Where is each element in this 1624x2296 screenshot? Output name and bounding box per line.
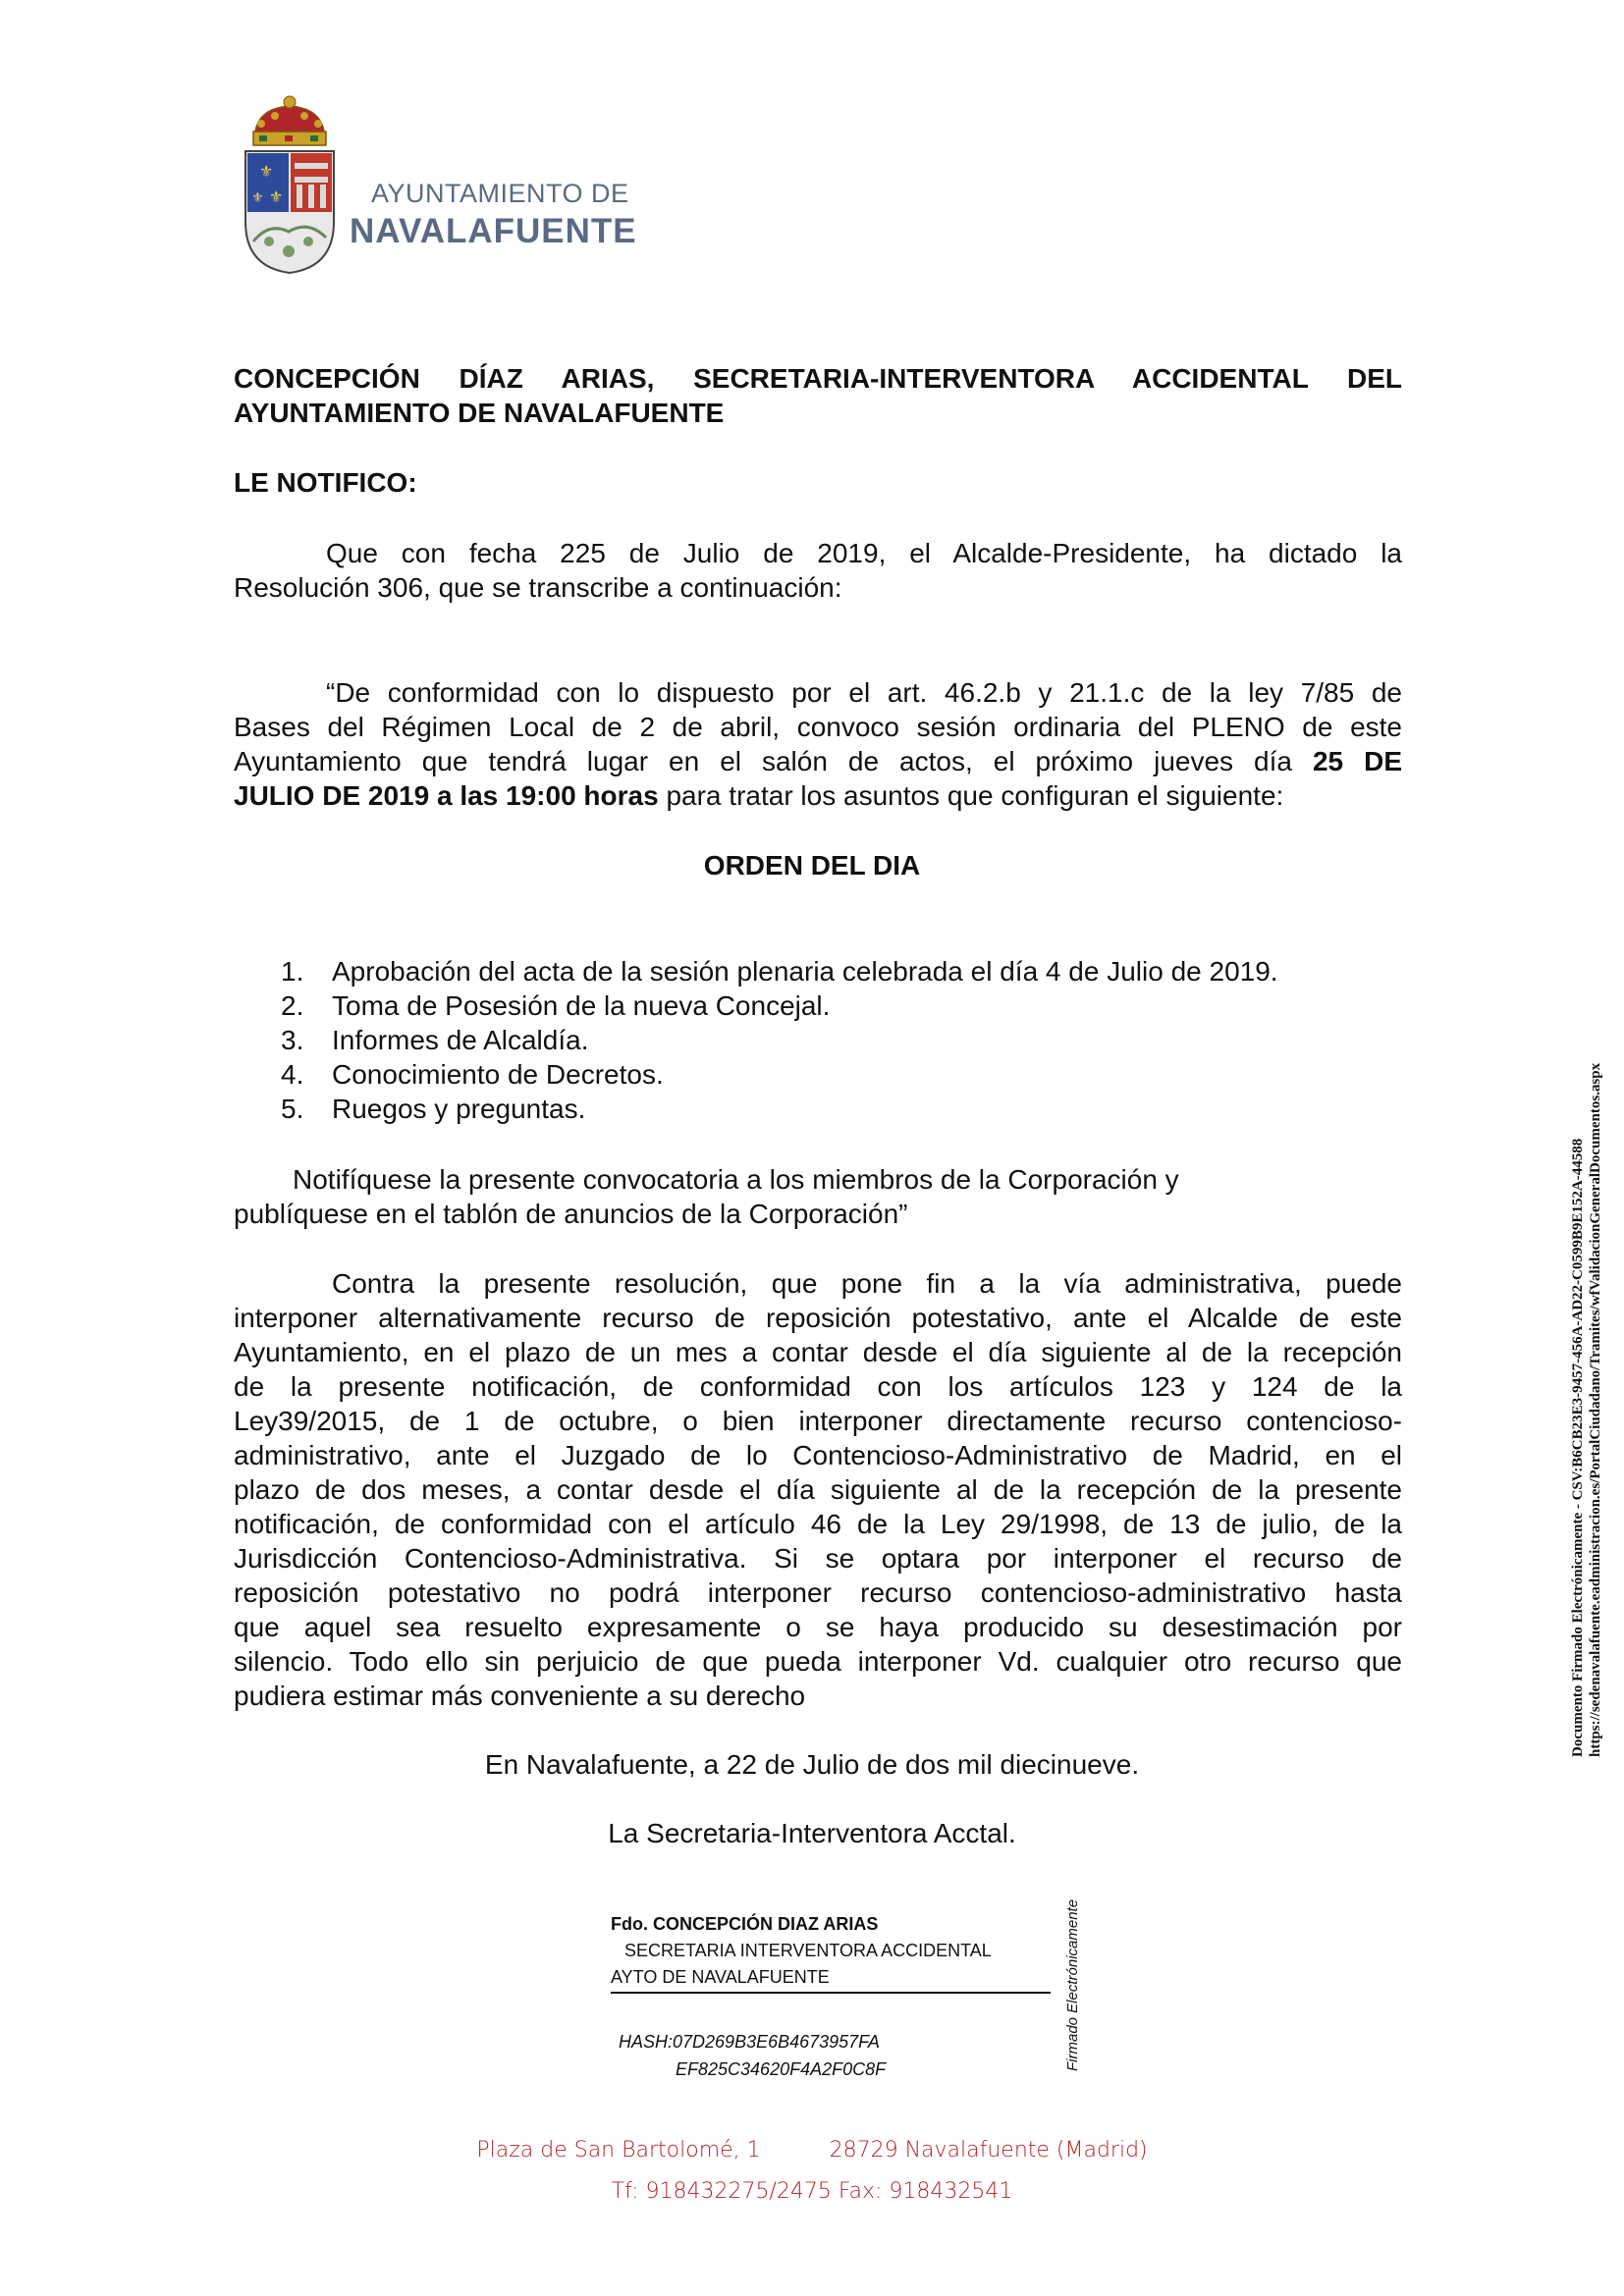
heading-line-1: CONCEPCIÓN DÍAZ ARIAS, SECRETARIA-INTERVENTORA ACCIDENTAL DEL bbox=[234, 363, 1402, 394]
resolution-date-bold: 25 DE bbox=[1312, 746, 1403, 776]
recurso-line: reposición potestativo no podrá interponer recurso contencioso-administrativo hasta bbox=[234, 1577, 1402, 1608]
agenda-item-number: 2. bbox=[281, 990, 304, 1021]
recurso-line: interponer alternativamente recurso de reposición potestativo, ante el Alcalde de este bbox=[234, 1303, 1402, 1333]
resolution-line-4 bbox=[234, 778, 1402, 813]
agenda-list bbox=[281, 954, 1278, 1126]
agenda-item-number: 3. bbox=[281, 1025, 304, 1055]
notifiquese-line-1: Notifíquese la presente convocatoria a los miembros de la Corporación y bbox=[293, 1164, 1179, 1195]
recurso-line: Jurisdicción Contencioso-Administrativa. Si se optara por interponer el recurso de bbox=[234, 1543, 1402, 1574]
municipal-crest-logo bbox=[240, 94, 340, 275]
resolution-line-3 bbox=[234, 744, 1402, 778]
intro-line-2: Resolución 306, que se transcribe a continuación: bbox=[234, 572, 842, 603]
recurso-line: Contra la presente resolución, que pone fin a la vía administrativa, puede bbox=[332, 1268, 1402, 1299]
resolution-time-bold: JULIO DE 2019 a las 19:00 horas bbox=[234, 780, 659, 811]
resolution-line-1: “De conformidad con lo dispuesto por el art. 46.2.b y 21.1.c de la ley 7/85 de bbox=[326, 677, 1402, 708]
svg-text:⚜: ⚜ bbox=[269, 187, 284, 206]
sidebar-csv-line bbox=[1569, 1063, 1587, 1757]
recurso-line: Ley39/2015, de 1 de octubre, o bien interponer directamente recurso contencioso- bbox=[234, 1406, 1402, 1436]
agenda-item-text: Ruegos y preguntas. bbox=[332, 1094, 586, 1124]
sidebar-csv: - CSV:B6CB23E3-9457-456A-AD22-C0599B9E152A-44588 bbox=[1570, 1138, 1586, 1513]
agenda-item bbox=[281, 1092, 1278, 1126]
resolution-line-4-text: para tratar los asuntos que configuran el siguiente: bbox=[658, 780, 1284, 811]
agenda-item-text: Aprobación del acta de la sesión plenaria celebrada el día 4 de Julio de 2019. bbox=[332, 956, 1278, 987]
orden-del-dia-title: ORDEN DEL DIA bbox=[703, 850, 921, 881]
place-date: En Navalafuente, a 22 de Julio de dos mil diecinueve. bbox=[484, 1749, 1140, 1780]
firmado-electronicamente-stamp: Firmado Electrónicamente bbox=[1064, 1898, 1081, 2071]
signature-organization: AYTO DE NAVALAFUENTE bbox=[611, 1967, 830, 1987]
document-heading bbox=[234, 361, 1402, 430]
resolution-line-2: Bases del Régimen Local de 2 de abril, convoco sesión ordinaria del PLENO de este bbox=[234, 712, 1402, 742]
signature-position: SECRETARIA INTERVENTORA ACCIDENTAL bbox=[624, 1941, 992, 1960]
resolution-paragraph bbox=[234, 675, 1402, 813]
intro-paragraph bbox=[234, 536, 1402, 605]
agenda-item-text: Conocimiento de Decretos. bbox=[332, 1059, 664, 1090]
signature-block bbox=[611, 1914, 1051, 1994]
agenda-item bbox=[281, 954, 1278, 988]
recurso-paragraph bbox=[234, 1266, 1402, 1713]
agenda-item bbox=[281, 1023, 1278, 1057]
electronic-signature-sidebar bbox=[1569, 1063, 1604, 1757]
signature-underline bbox=[611, 1992, 1051, 1994]
recurso-line: pudiera estimar más conveniente a su derecho bbox=[234, 1681, 806, 1711]
le-notifico-label: LE NOTIFICO: bbox=[234, 467, 417, 498]
svg-text:⚜: ⚜ bbox=[251, 190, 264, 206]
signature-name: CONCEPCIÓN DIAZ ARIAS bbox=[653, 1914, 879, 1934]
intro-line-1: Que con fecha 225 de Julio de 2019, el Alcalde-Presidente, ha dictado la bbox=[326, 538, 1402, 568]
hash-line-1: HASH:07D269B3E6B4673957FA bbox=[619, 2032, 880, 2052]
hash-line-2: EF825C34620F4A2F0C8F bbox=[676, 2059, 887, 2079]
signature-hash bbox=[619, 2028, 886, 2083]
heading-line-2: AYUNTAMIENTO DE NAVALAFUENTE bbox=[234, 398, 725, 428]
agenda-item bbox=[281, 988, 1278, 1023]
agenda-item-text: Toma de Posesión de la nueva Concejal. bbox=[332, 990, 831, 1021]
notifiquese-line-2: publíquese en el tablón de anuncios de la Corporación” bbox=[234, 1199, 908, 1229]
sidebar-title: Documento Firmado Electrónicamente bbox=[1570, 1512, 1586, 1757]
notifiquese-paragraph bbox=[234, 1162, 1314, 1231]
recurso-line: notificación, de conformidad con el artículo 46 de la Ley 29/1998, de 13 de julio, de la bbox=[234, 1509, 1402, 1539]
agenda-item-number: 4. bbox=[281, 1059, 304, 1090]
agenda-item-number: 5. bbox=[281, 1094, 304, 1124]
recurso-line: Ayuntamiento, en el plazo de un mes a contar desde el día siguiente al de la recepción bbox=[234, 1337, 1402, 1367]
recurso-line: que aquel sea resuelto expresamente o se haya producido su desestimación por bbox=[234, 1612, 1402, 1642]
recurso-line: administrativo, ante el Juzgado de lo Contencioso-Administrativo de Madrid, en el bbox=[234, 1440, 1402, 1470]
signer-role: La Secretaria-Interventora Acctal. bbox=[608, 1818, 1016, 1848]
agenda-item bbox=[281, 1057, 1278, 1092]
logo-text-navalafuente: NAVALAFUENTE bbox=[350, 212, 637, 250]
recurso-line: silencio. Todo ello sin perjuicio de que pueda interponer Vd. cualquier otro recurso que bbox=[234, 1646, 1402, 1677]
sidebar-validation-url[interactable]: https://sedenavalafuente.eadministracion.es/PortalCiudadano/Tramites/wfValidacionGeneralDocumentos.aspx bbox=[1588, 1062, 1603, 1757]
signature-name-line bbox=[611, 1914, 1051, 1935]
footer-phone: Tf: 918432275/2475 Fax: 918432541 bbox=[611, 2179, 1013, 2204]
agenda-item-text: Informes de Alcaldía. bbox=[332, 1025, 589, 1055]
signature-fdo: Fdo. bbox=[611, 1914, 653, 1934]
recurso-line: plazo de dos meses, a contar desde el día siguiente al de la recepción de la presente bbox=[234, 1474, 1402, 1505]
footer-address: Plaza de San Bartolomé, 1 28729 Navalafuente (Madrid) bbox=[476, 2138, 1148, 2163]
logo-text-ayuntamiento: AYUNTAMIENTO DE bbox=[371, 179, 629, 208]
svg-text:⚜: ⚜ bbox=[259, 162, 274, 181]
recurso-line: de la presente notificación, de conformidad con los artículos 123 y 124 de la bbox=[234, 1371, 1402, 1402]
agenda-item-number: 1. bbox=[281, 956, 304, 987]
resolution-line-3-text: Ayuntamiento que tendrá lugar en el salón de actos, el próximo jueves día bbox=[234, 746, 1313, 776]
